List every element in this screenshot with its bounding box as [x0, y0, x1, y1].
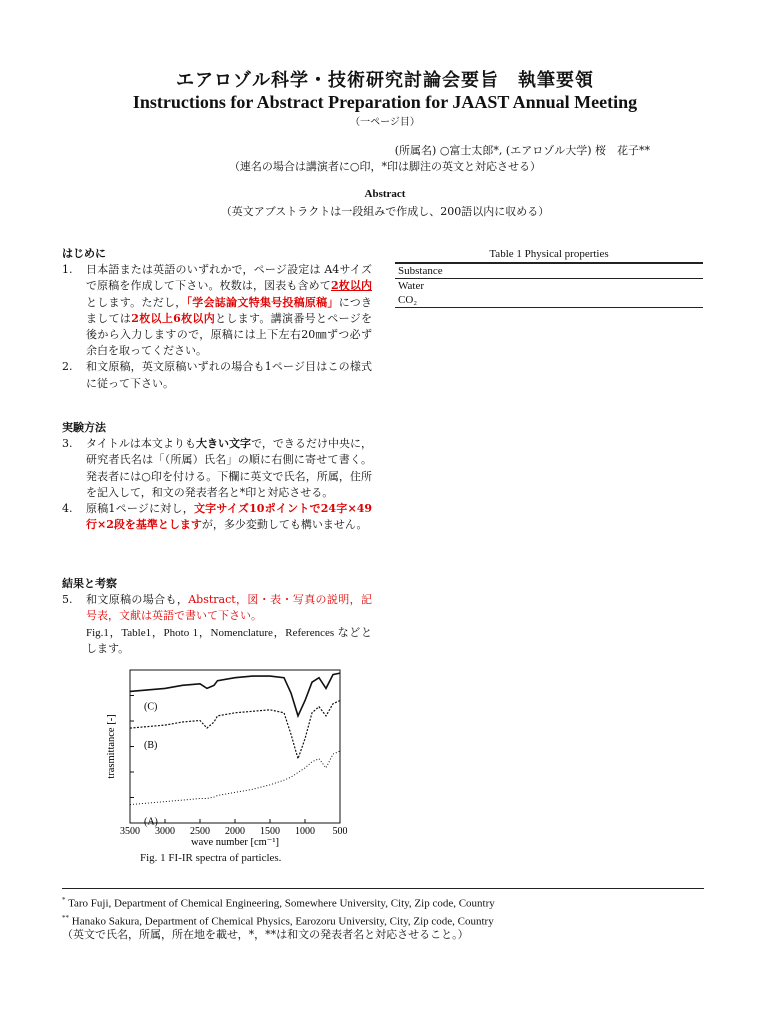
list-item-1 [62, 262, 372, 359]
title-english: Instructions for Abstract Preparation for JAAST Annual Meeting [132, 92, 638, 112]
table-row: Water [398, 280, 424, 292]
highlight-english-items: Abstract，図・表・写真の説明，記号表，文献は英語で書いて下さい。 [86, 593, 372, 623]
x-tick-label: 3500 [120, 826, 140, 837]
x-tick-label: 2500 [190, 826, 210, 837]
footnote-3: （英文で氏名，所属，所在地を載せ，*，**は和文の発表者名と対応させること。） [62, 928, 469, 942]
section-heading-results: 結果と考察 [62, 577, 117, 590]
section-intro [62, 246, 372, 392]
highlight-format-spec: 文字サイズ10ポイントで24字×49行×2段を基準とします [86, 502, 372, 532]
y-axis-label: trasmittance [-] [106, 714, 117, 779]
series-line-2 [130, 751, 340, 805]
table-caption: Table 1 Physical properties [489, 248, 609, 260]
item-text: 和文原稿，英文原稿いずれの場合も1ページ目はこの様式に従って下さい。 [86, 360, 372, 390]
highlight-journal-manuscript: 「学会誌論文特集号投稿原稿」 [186, 295, 339, 309]
series-line-0 [130, 673, 340, 716]
item-number: 4. [62, 502, 73, 516]
author-line: (所属名) ○富士太郎*, (エアロゾル大学) 桜 花子** [394, 144, 650, 157]
footnote-2: ** Hanako Sakura, Department of Chemical Physics, Earozoru University, City, Zip code, Country [62, 913, 494, 928]
series-label: (B) [144, 740, 158, 752]
x-axis-label: wave number [cm⁻¹] [191, 837, 279, 848]
highlight-page-limit: 2枚以内 [330, 279, 373, 293]
item-number: 3. [62, 437, 73, 451]
title-japanese: エアロゾル科学・技術研究討論会要旨 執筆要領 [176, 70, 594, 91]
highlight-large-text: 大きい文字 [195, 437, 252, 451]
series-line-1 [130, 701, 340, 759]
item-text: タイトルは本文よりも大きい文字で，できるだけ中央に，研究者氏名は「（所属）氏名」の順に右側に寄せて書く。発表者には○印を付ける。下欄に英文で氏名，所属，住所を記入して，和文の発表者名と*印と対応させる。 [86, 437, 373, 499]
item-number: 2. [62, 360, 73, 374]
table-rule-bottom [395, 307, 703, 308]
item-text: 和文原稿の場合も，Abstract，図・表・写真の説明，記号表，文献は英語で書いて下さい。 Fig.1，Table1，Photo 1，Nomenclature，References などとします。 [86, 593, 372, 655]
list-item-5 [62, 592, 372, 657]
section-results [62, 576, 372, 657]
page-note: （一ページ目） [350, 117, 420, 128]
table-physical-properties [395, 248, 703, 308]
footnotes [62, 893, 495, 942]
item-number: 1. [62, 263, 73, 277]
section-method [62, 420, 372, 533]
section-heading-method: 実験方法 [62, 421, 106, 434]
item-text: 原稿1ページに対し，文字サイズ10ポイントで24字×49行×2段を基準としますが，多少変動しても構いません。 [86, 502, 372, 532]
section-heading-intro: はじめに [62, 247, 106, 260]
table-header-row: Substance [398, 265, 443, 277]
table-row: CO₂ [398, 294, 418, 306]
ftir-chart [100, 665, 360, 850]
figure-caption: Fig. 1 FI-IR spectra of particles. [140, 852, 282, 864]
x-tick-label: 1000 [295, 826, 315, 837]
item-text: 日本語または英語のいずれかで，ページ設定は A4サイズで原稿を作成して下さい。枚数は，図表も含めて2枚以内とします。ただし，「学会誌論文特集号投稿原稿」につきましては2枚以上6枚以内とします。講演番号とページを後から入力しますので，原稿には上下左右20㎜ずつ必ず余白を取ってください。 [86, 263, 373, 358]
abstract-heading: Abstract [364, 188, 406, 200]
series-label: (C) [144, 701, 158, 713]
x-tick-label: 2000 [225, 826, 245, 837]
footnote-1: * Taro Fuji, Department of Chemical Engineering, Somewhere University, City, Zip code, Country [62, 896, 495, 910]
x-tick-label: 1500 [260, 826, 280, 837]
x-tick-label: 500 [332, 826, 348, 837]
series-label: (A) [144, 816, 158, 828]
list-item-2 [62, 359, 372, 391]
x-tick-label: 3000 [155, 826, 175, 837]
footnote-rule [62, 888, 704, 889]
list-item-3 [62, 436, 372, 501]
abstract-note: （英文アブストラクトは一段組みで作成し、200語以内に収める） [220, 205, 550, 218]
author-note: （連名の場合は講演者に○印，*印は脚注の英文と対応させる） [228, 160, 542, 173]
highlight-journal-page-limit: 2枚以上6枚以内 [131, 311, 216, 325]
item-number: 5. [62, 593, 73, 607]
list-item-4 [62, 501, 372, 533]
